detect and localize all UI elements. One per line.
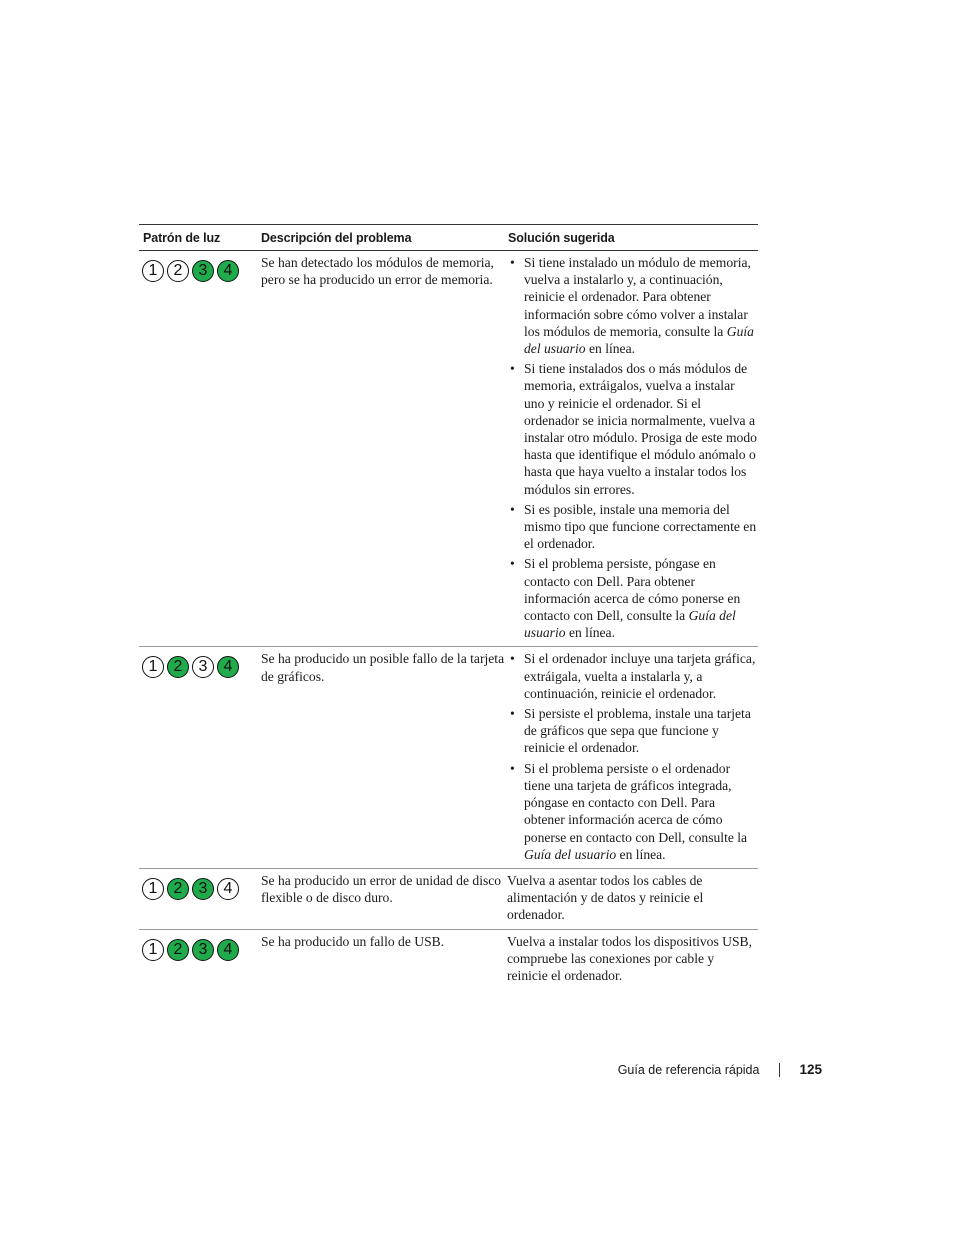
page-footer <box>560 1062 822 1077</box>
light-2-indicator: 2 <box>167 878 189 900</box>
suggested-solution: Vuelva a asentar todos los cables de alimentación y de datos y reinicie el ordenador. <box>507 872 704 923</box>
problem-description: Se ha producido un posible fallo de la tarjeta de gráficos. <box>261 651 505 684</box>
header-solution: Solución sugerida <box>508 230 615 245</box>
footer-divider <box>779 1063 780 1077</box>
bullet-icon: • <box>510 706 515 722</box>
light-4-indicator: 4 <box>217 260 239 282</box>
light-1-indicator: 1 <box>142 260 164 282</box>
solution-text: Si tiene instalado un módulo de memoria, vuelva a instalarlo y, a continuación, reinicie el ordenador. Para obtener información sobre cómo volver a instalar los módulos de memoria, consulte la <box>524 255 751 339</box>
table-row <box>139 647 758 868</box>
problem-description: Se han detectado los módulos de memoria, pero se ha producido un error de memoria. <box>261 255 494 288</box>
bullet-icon: • <box>510 255 515 270</box>
solution-text: Si tiene instalados dos o más módulos de memoria, extráigalos, vuelva a instalar uno y reinicie el ordenador. Si el ordenador se inicia normalmente, vuelva a instalar otro módulo. Prosiga de este modo hasta que identifique el módulo anómalo o hasta que haya vuelto a instalar todos los módulos sin errores. <box>524 361 757 497</box>
list-item <box>507 254 758 357</box>
problem-description: Se ha producido un error de unidad de disco flexible o de disco duro. <box>261 872 502 906</box>
light-3-indicator: 3 <box>192 878 214 900</box>
light-4-indicator: 4 <box>217 656 239 678</box>
light-pattern <box>142 260 261 282</box>
solution-text: Si el problema persiste o el ordenador tiene una tarjeta de gráficos integrada, póngase en contacto con Dell. Para obtener información acerca de cómo ponerse en contacto con Dell, consulte la <box>524 760 748 845</box>
footer-title: Guía de referencia rápida <box>617 1062 760 1077</box>
table-row <box>139 251 758 647</box>
page-number: 125 <box>799 1062 822 1077</box>
solution-text: Si el ordenador incluye una tarjeta gráfica, extráigala, vuelta a instalarla y, a continuación, reinicie el ordenador. <box>524 651 756 701</box>
light-2-indicator: 2 <box>167 656 189 678</box>
light-pattern-cell <box>139 869 261 929</box>
list-item <box>507 760 758 863</box>
list-item <box>507 650 758 702</box>
table-row <box>139 869 758 930</box>
bullet-icon: • <box>510 501 515 517</box>
list-item <box>507 501 758 553</box>
bullet-icon: • <box>510 760 515 776</box>
bullet-icon: • <box>510 651 515 667</box>
solution-text: Si es posible, instale una memoria del mismo tipo que funcione correctamente en el ordenador. <box>524 501 757 552</box>
light-2-indicator: 2 <box>167 260 189 282</box>
solution-list <box>507 254 758 641</box>
light-pattern <box>142 939 261 961</box>
light-3-indicator: 3 <box>192 260 214 282</box>
header-description: Descripción del problema <box>261 230 412 245</box>
problem-description: Se ha producido un fallo de USB. <box>261 933 445 949</box>
light-pattern <box>142 878 261 900</box>
diagnostic-lights-table <box>139 224 758 989</box>
solution-text-end: en línea. <box>565 625 615 641</box>
suggested-solution: Vuelva a instalar todos los dispositivos USB, compruebe las conexiones por cable y reinicie el ordenador. <box>507 933 752 983</box>
guide-reference: Guía del usuario <box>524 608 736 641</box>
solution-text-end: en línea. <box>616 846 666 862</box>
light-3-indicator: 3 <box>192 656 214 678</box>
light-2-indicator: 2 <box>167 939 189 961</box>
solution-text: Si el problema persiste, póngase en contacto con Dell. Para obtener información acerca de cómo ponerse en contacto con Dell, consulte la <box>524 556 741 624</box>
light-4-indicator: 4 <box>217 878 239 900</box>
light-pattern-cell <box>139 647 261 867</box>
light-pattern-cell <box>139 251 261 646</box>
light-3-indicator: 3 <box>192 939 214 961</box>
suggested-solution <box>507 251 758 646</box>
light-1-indicator: 1 <box>142 878 164 900</box>
list-item <box>507 555 758 641</box>
table-row <box>139 930 758 990</box>
suggested-solution <box>507 647 758 867</box>
bullet-icon: • <box>510 361 515 377</box>
light-1-indicator: 1 <box>142 656 164 678</box>
light-1-indicator: 1 <box>142 939 164 961</box>
light-4-indicator: 4 <box>217 939 239 961</box>
solution-list <box>507 650 758 862</box>
table-header <box>139 225 758 251</box>
list-item <box>507 360 758 498</box>
bullet-icon: • <box>510 556 515 572</box>
header-pattern: Patrón de luz <box>143 230 221 245</box>
light-pattern-cell <box>139 930 261 990</box>
guide-reference: Guía del usuario <box>524 323 754 357</box>
solution-text: Si persiste el problema, instale una tarjeta de gráficos que sepa que funcione y reinicie el ordenador. <box>524 706 751 756</box>
solution-text-end: en línea. <box>585 341 636 357</box>
light-pattern <box>142 656 261 678</box>
list-item <box>507 705 758 757</box>
guide-reference: Guía del usuario <box>524 846 617 862</box>
